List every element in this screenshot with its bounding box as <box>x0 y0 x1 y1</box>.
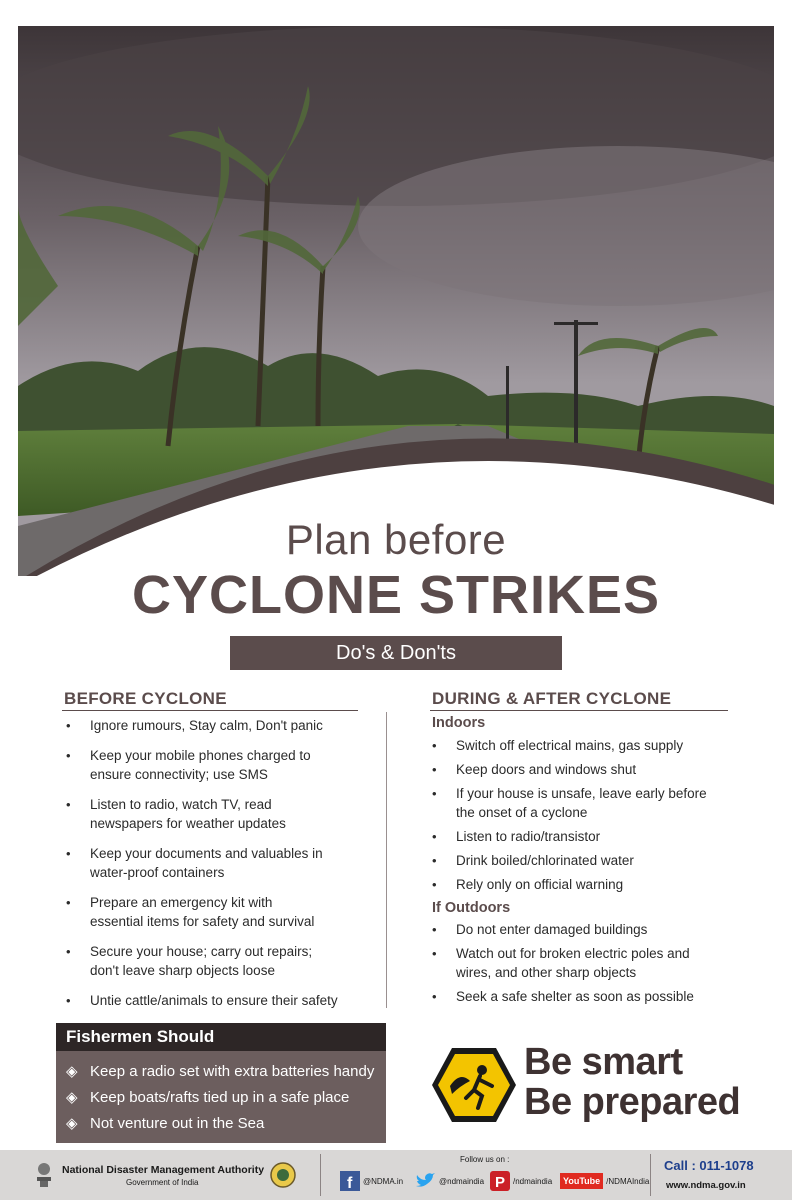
ndma-logo-icon <box>270 1162 296 1188</box>
list-item-text: Rely only on official warning <box>456 877 624 892</box>
youtube-link[interactable] <box>560 1170 649 1192</box>
fishermen-item <box>56 1111 386 1137</box>
list-item <box>62 893 382 931</box>
bullet-icon: • <box>432 786 437 801</box>
slogan-line-1: Be smart <box>524 1041 683 1083</box>
fishermen-list <box>56 1051 386 1137</box>
fishermen-item <box>56 1085 386 1111</box>
bullet-icon: • <box>432 922 437 937</box>
list-item-text: Prepare an emergency kit with <box>90 895 273 910</box>
hazard-badge-icon <box>430 1046 518 1124</box>
list-item <box>428 875 758 894</box>
bullet-icon: • <box>432 762 437 777</box>
bullet-icon: • <box>432 989 437 1004</box>
list-item <box>428 851 758 870</box>
list-item-text: Do not enter damaged buildings <box>456 922 648 937</box>
youtube-handle: /NDMAIndia <box>606 1176 650 1186</box>
list-item-text: Switch off electrical mains, gas supply <box>456 738 684 753</box>
pinterest-handle: /ndmaindia <box>513 1176 553 1186</box>
diamond-bullet-icon: ◈ <box>66 1089 78 1106</box>
footer-bar <box>0 1150 792 1200</box>
list-item-text: If your house is unsafe, leave early before <box>456 786 707 801</box>
list-item-text: Ignore rumours, Stay calm, Don't panic <box>90 718 323 733</box>
diamond-bullet-icon: ◈ <box>66 1115 78 1132</box>
list-item <box>62 716 382 735</box>
facebook-link[interactable] <box>340 1170 403 1192</box>
outdoors-heading: If Outdoors <box>432 900 511 916</box>
list-item <box>428 920 758 939</box>
bullet-icon: • <box>432 877 437 892</box>
list-item-text: Keep your documents and valuables in <box>90 846 323 861</box>
list-item-text: Secure your house; carry out repairs; <box>90 944 313 959</box>
fishermen-item-text: Keep a radio set with extra batteries handy <box>90 1063 375 1080</box>
bullet-icon: • <box>66 797 71 812</box>
fishermen-item-text: Not venture out in the Sea <box>90 1115 265 1132</box>
fishermen-item <box>56 1059 386 1085</box>
facebook-handle: @NDMA.in <box>363 1176 404 1186</box>
bullet-icon: • <box>66 895 71 910</box>
diamond-bullet-icon: ◈ <box>66 1063 78 1080</box>
before-cyclone-heading: BEFORE CYCLONE <box>64 689 227 708</box>
list-item-text: Untie cattle/animals to ensure their safety <box>90 993 338 1008</box>
svg-text:f: f <box>347 1175 353 1191</box>
list-item-text: essential items for safety and survival <box>90 914 315 929</box>
title-cyclone-strikes: CYCLONE STRIKES <box>131 565 661 625</box>
follow-us-label: Follow us on : <box>460 1155 510 1164</box>
footer-separator <box>320 1154 321 1196</box>
title-plan-before: Plan before <box>285 516 507 563</box>
bullet-icon: • <box>66 846 71 861</box>
website-link[interactable]: www.ndma.gov.in <box>666 1180 746 1191</box>
list-item <box>428 944 758 982</box>
column-divider <box>386 712 387 1008</box>
facebook-icon <box>340 1171 360 1191</box>
fishermen-box <box>56 1023 386 1143</box>
bullet-icon: • <box>432 829 437 844</box>
fishermen-item-text: Keep boats/rafts tied up in a safe place <box>90 1089 350 1106</box>
emblem-icon <box>34 1159 54 1189</box>
indoors-heading: Indoors <box>432 715 486 731</box>
list-item <box>62 991 382 1010</box>
slogan-line-2: Be prepared <box>524 1081 741 1123</box>
svg-text:P: P <box>495 1174 506 1191</box>
call-number[interactable]: Call : 011-1078 <box>664 1158 754 1173</box>
list-item <box>428 760 758 779</box>
list-item <box>62 746 382 784</box>
before-cyclone-list <box>62 716 382 1021</box>
during-heading-rule <box>430 710 728 711</box>
hero-cyclone-image <box>18 26 774 576</box>
before-heading-rule <box>62 710 358 711</box>
bullet-icon: • <box>432 946 437 961</box>
outdoors-list <box>428 920 758 1011</box>
bullet-icon: • <box>66 944 71 959</box>
bullet-icon: • <box>66 718 71 733</box>
list-item-text: Watch out for broken electric poles and <box>456 946 690 961</box>
list-item <box>428 736 758 755</box>
be-smart-slogan <box>524 1042 740 1122</box>
list-item <box>62 795 382 833</box>
list-item-text: Seek a safe shelter as soon as possible <box>456 989 694 1004</box>
twitter-handle: @ndmaindia <box>439 1176 485 1186</box>
list-item-text: don't leave sharp objects loose <box>90 963 275 978</box>
bullet-icon: • <box>432 738 437 753</box>
list-item-text: the onset of a cyclone <box>456 805 588 820</box>
pinterest-icon <box>490 1171 510 1191</box>
during-after-heading: DURING & AFTER CYCLONE <box>432 689 672 708</box>
bullet-icon: • <box>66 993 71 1008</box>
pinterest-link[interactable] <box>490 1170 552 1192</box>
footer-separator-2 <box>650 1154 651 1196</box>
list-item-text: ensure connectivity; use SMS <box>90 767 268 782</box>
ndma-org-sub: Government of India <box>126 1178 199 1187</box>
list-item <box>428 987 758 1006</box>
list-item-text: Keep your mobile phones charged to <box>90 748 311 763</box>
list-item <box>62 942 382 980</box>
list-item-text: water-proof containers <box>90 865 225 880</box>
list-item-text: newspapers for weather updates <box>90 816 286 831</box>
list-item <box>428 784 758 822</box>
indoors-list <box>428 736 758 899</box>
list-item-text: Drink boiled/chlorinated water <box>456 853 634 868</box>
bullet-icon: • <box>432 853 437 868</box>
youtube-icon: YouTube <box>560 1173 603 1189</box>
bullet-icon: • <box>66 748 71 763</box>
list-item <box>428 827 758 846</box>
list-item-text: Keep doors and windows shut <box>456 762 637 777</box>
list-item-text: Listen to radio, watch TV, read <box>90 797 272 812</box>
list-item <box>62 844 382 882</box>
list-item-text: wires, and other sharp objects <box>456 965 637 980</box>
ndma-org-name: National Disaster Management Authority <box>62 1164 265 1176</box>
fishermen-heading: Fishermen Should <box>56 1023 386 1051</box>
twitter-link[interactable] <box>414 1170 484 1192</box>
twitter-icon <box>414 1172 436 1190</box>
list-item-text: Listen to radio/transistor <box>456 829 601 844</box>
dos-donts-banner: Do's & Don'ts <box>230 636 562 670</box>
